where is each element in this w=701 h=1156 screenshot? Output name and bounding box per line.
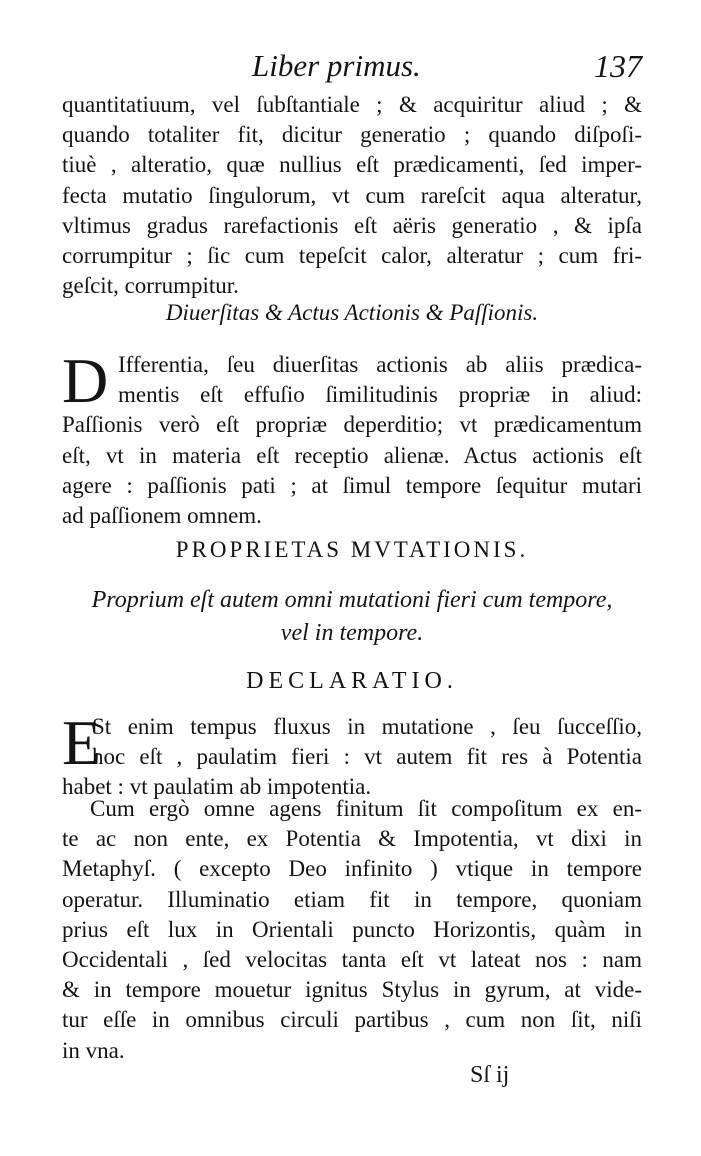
text-line: Ifferentia, ſeu diuerſitas actionis ab aliis prædica-	[118, 352, 642, 377]
text-line: fecta mutatio ſingulorum, vt cum rareſcit aqua alteratur,	[62, 182, 642, 208]
text-line: mentis eſt effuſio ſimilitudinis propriæ in aliud:	[118, 382, 642, 408]
paragraph-est-enim	[62, 707, 642, 803]
proposition-line: vel in tempore.	[280, 620, 424, 646]
text-line: hoc eſt , paulatim fieri : vt autem fit res à Potentia	[92, 744, 642, 770]
text-line: quantitatiuum, vel ſubſtantiale ; & acquiritur aliud ; &	[62, 92, 642, 117]
text-line: prius eſt lux in Orientali puncto Horizontis, quàm in	[62, 916, 642, 942]
page-number: 137	[594, 48, 642, 84]
text-line: agere : paſſionis pati ; at ſimul tempore ſequitur mutari	[62, 472, 642, 498]
text-line: Occidentali , ſed velocitas tanta eſt vt lateat nos : nam	[62, 946, 642, 972]
text-line: Cum ergò omne agens finitum ſit compoſitum ex en-	[90, 796, 642, 821]
text-line: Paſſionis verò eſt propriæ deperditio; vt prædicamentum	[62, 412, 642, 438]
text-line: tur eſſe in omnibus circuli partibus , cum non ſit, niſi	[62, 1007, 642, 1033]
text-line: quando totaliter fit, dicitur generatio ; quando diſpoſi-	[62, 122, 642, 148]
text-line: geſcit, corrumpitur.	[62, 273, 239, 299]
text-line: in vna.	[62, 1037, 125, 1063]
text-line: te ac non ente, ex Potentia & Impotentia, vt dixi in	[62, 826, 642, 852]
section-heading-proprietas: PROPRIETAS MVTATIONIS.	[175, 537, 529, 562]
text-line: St enim tempus fluxus in mutatione , ſeu ſucceſſio,	[92, 714, 642, 739]
text-line: Metaphyſ. ( excepto Deo infinito ) vtique in tempore	[62, 856, 642, 882]
proposition	[62, 584, 642, 650]
text-line: eſt, vt in materia eſt receptio alienæ. Actus actionis eſt	[62, 442, 642, 468]
text-line: ad paſſionem omnem.	[62, 502, 262, 528]
signature-mark: Sſ ij	[470, 1062, 510, 1088]
section-heading-diuersitas: Diuerſitas & Actus Actionis & Paſſionis.	[165, 300, 539, 325]
running-title: Liber primus.	[252, 48, 421, 83]
section-heading-declaratio: DECLARATIO.	[246, 668, 458, 694]
text-line: vltimus gradus rarefactionis eſt aëris generatio , & ipſa	[62, 212, 642, 238]
paragraph-differentia	[62, 345, 642, 531]
proposition-line: Proprium eſt autem omni mutationi fieri cum tempore,	[91, 587, 613, 613]
drop-capital: E	[62, 707, 102, 778]
paragraph-continuation	[62, 90, 642, 301]
page-header	[62, 48, 642, 92]
text-line: habet : vt paulatim ab impotentia.	[62, 774, 372, 800]
text-line: corrumpitur ; ſic cum tepeſcit calor, alteratur ; cum fri-	[62, 242, 642, 268]
text-line: tiuè , alteratio, quæ nullius eſt prædicamenti, ſed imper-	[62, 152, 642, 178]
paragraph-cum-ergo	[62, 794, 642, 1066]
drop-capital: D	[62, 345, 109, 416]
text-line: operatur. Illuminatio etiam fit in tempore, quoniam	[62, 886, 642, 912]
text-line: & in tempore mouetur ignitus Stylus in gyrum, at vide-	[62, 977, 642, 1003]
